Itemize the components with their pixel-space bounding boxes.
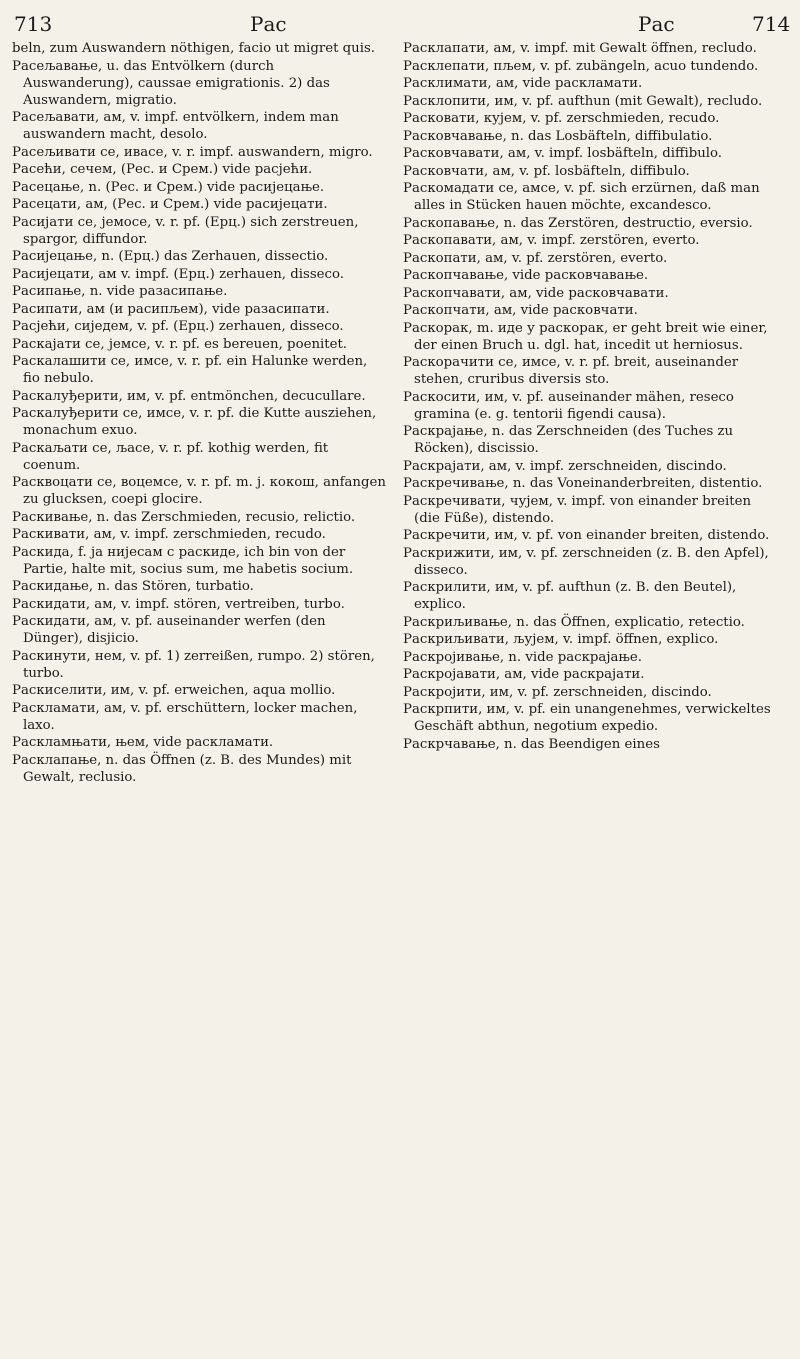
dictionary-entry: Раскорак, m. иде у раскорак, er geht breit wie einer, der einen Bruch u. dgl. hat, incedit ut herniosus.: [403, 320, 768, 353]
dictionary-entry: Расклапати, ам, v. impf. mit Gewalt öffnen, recludo.: [403, 41, 757, 56]
dictionary-entry: Расклапање, n. das Öffnen (z. B. des Mundes) mit Gewalt, reclusio.: [12, 752, 352, 785]
dictionary-entry: Раскидати, ам, v. pf. auseinander werfen (den Dünger), disjicio.: [12, 614, 326, 646]
dictionary-entry: Раскопчавање, vide расковчавање.: [403, 268, 649, 283]
dictionary-entry: Расипање, n. vide разасипање.: [12, 284, 228, 299]
dictionary-entry: Расклепати, пљем, v. pf. zubängeln, acuo tundendo.: [403, 58, 759, 74]
dictionary-entry: Раскламати, ам, v. pf. erschüttern, locker machen, laxo.: [12, 700, 358, 733]
dictionary-entry: Раскрајање, n. das Zerschneiden (des Tuches zu Röcken), discissio.: [403, 424, 734, 456]
dictionary-entry: Расипати, ам (и расипљем), vide разасипати.: [12, 301, 330, 317]
dictionary-entry: Расклопити, им, v. pf. aufthun (mit Gewalt), recludo.: [403, 93, 763, 109]
dictionary-entry: Расијецати, ам v. impf. (Ерц.) zerhauen, disseco.: [12, 266, 344, 282]
dictionary-entry: Раскорачити се, имсе, v. r. pf. breit, auseinander stehen, cruribus diversis sto.: [403, 355, 739, 387]
dictionary-entry: Раскиселити, им, v. pf. erweichen, aqua mollio.: [12, 683, 336, 698]
dictionary-entry: Раскалашити се, имсе, v. r. pf. ein Halunke werden, fio nebulo.: [12, 354, 368, 386]
dictionary-entry: Раскриљивати, љујем, v. impf. öffnen, explico.: [403, 632, 719, 647]
dictionary-entry: Раскопати, ам, v. pf. zerstören, everto.: [403, 250, 668, 266]
dictionary-entry: Расковчавање, n. das Losbäfteln, diffibulatio.: [403, 128, 713, 144]
dictionary-entry: Раскопчавати, ам, vide расковчавати.: [403, 285, 669, 301]
dictionary-entry: Расијецање, n. (Ерц.) das Zerhauen, dissectio.: [12, 249, 329, 264]
dictionary-entry: Раскида, f. ја нијесам с раскиде, ich bin von der Partie, halte mit, socius sum, me habetis socium.: [12, 544, 354, 577]
dictionary-entry: Раскројавати, ам, vide раскрајати.: [403, 667, 645, 682]
dictionary-entry: Раскајати се, јемсе, v. r. pf. es bereuen, poenitet.: [12, 336, 348, 352]
dictionary-entry: Раскосити, им, v. pf. auseinander mähen, reseco gramina (e. g. tentorii figendi causa).: [403, 389, 734, 422]
right-column: [403, 40, 778, 1355]
dictionary-entry: Раскриљивање, n. das Öffnen, explicatio, retectio.: [403, 614, 745, 630]
dictionary-entry: Расковчати, ам, v. pf. losbäfteln, diffibulo.: [403, 163, 690, 179]
dictionary-entry: Расећи, сечем, (Рес. и Срем.) vide расјећи.: [12, 162, 313, 177]
dictionary-entry: Раскрижити, им, v. pf. zerschneiden (z. B. den Apfel), disseco.: [403, 545, 769, 578]
dictionary-entry: Раскидање, n. das Stören, turbatio.: [12, 579, 254, 594]
dictionary-entry: Расковати, кујем, v. pf. zerschmieden, recudo.: [403, 111, 720, 126]
dictionary-entry: Раскречити, им, v. pf. von einander breiten, distendo.: [403, 528, 770, 543]
dictionary-entry: Расјећи, сиједем, v. pf. (Ерц.) zerhauen, disseco.: [12, 319, 344, 334]
left-column: [12, 40, 387, 1355]
dictionary-entry: Раскречивати, чујем, v. impf. von einander breiten (die Füße), distendo.: [403, 493, 752, 526]
dictionary-entry: Расељивати се, ивасе, v. r. impf. auswandern, migro.: [12, 144, 373, 160]
right-page-number: 714: [752, 12, 791, 36]
page-header: [0, 8, 800, 42]
dictionary-entry: Раскинути, нем, v. pf. 1) zerreißen, rumpo. 2) stören, turbo.: [12, 648, 375, 681]
dictionary-entry: Расијати се, јемосе, v. r. pf. (Ерц.) sich zerstreuen, spargor, diffundor.: [12, 214, 359, 247]
dictionary-entry: Раскопчати, ам, vide расковчати.: [403, 303, 638, 318]
dictionary-entry: Расклимати, ам, vide раскламати.: [403, 76, 643, 91]
dictionary-entry: Расквоцати се, воцемсе, v. r. pf. m. j. кокош, anfangen zu glucksen, coepi glocire.: [12, 475, 386, 507]
dictionary-entry: Расецати, ам, (Рес. и Срем.) vide расијецати.: [12, 197, 328, 212]
dictionary-entry: Раскалуђерити се, имсе, v. r. pf. die Kutte ausziehen, monachum exuo.: [12, 406, 377, 438]
dictionary-entry: Раскомадати се, амсе, v. pf. sich erzürnen, daß man alles in Stücken hauen möchte, excandesco.: [403, 181, 760, 213]
dictionary-entry: Раскаљати се, љасе, v. r. pf. kothig werden, fit coenum.: [12, 440, 329, 473]
dictionary-entry: Раскрилити, им, v. pf. aufthun (z. B. den Beutel), explico.: [403, 580, 737, 612]
right-guide-word: Рас: [638, 12, 675, 36]
dictionary-entry: Раскалуђерити, им, v. pf. entmönchen, decucullare.: [12, 388, 366, 404]
dictionary-entry: Раскрајати, ам, v. impf. zerschneiden, discindo.: [403, 458, 727, 474]
dictionary-entry: Раскивати, ам, v. impf. zerschmieden, recudo.: [12, 527, 326, 542]
dictionary-entry: Раскрпити, им, v. pf. ein unangenehmes, verwickeltes Geschäft abthun, negotium expedio.: [403, 702, 771, 734]
dictionary-entry: Расецање, n. (Рес. и Срем.) vide расијецање.: [12, 179, 325, 195]
dictionary-entry: Расељавање, u. das Entvölkern (durch Auswanderung), caussae emigrationis. 2) das Auswandern, migratio.: [12, 58, 330, 108]
dictionary-entry: Раскопавати, ам, v. impf. zerstören, everto.: [403, 233, 700, 248]
left-guide-word: Рас: [250, 12, 287, 36]
left-page-number: 713: [14, 12, 53, 36]
dictionary-entry: Расељавати, ам, v. impf. entvölkern, indem man auswandern macht, desolo.: [12, 110, 339, 142]
dictionary-entry: Раскрчавање, n. das Beendigen eines: [403, 736, 660, 752]
dictionary-entry: Раскламњати, њем, vide раскламати.: [12, 735, 274, 750]
dictionary-entry: Раскивање, n. das Zerschmieden, recusio, relictio.: [12, 509, 356, 525]
dictionary-entry: Раскидати, ам, v. impf. stören, vertreiben, turbo.: [12, 596, 345, 612]
dictionary-entry: beln, zum Auswandern nöthigen, facio ut migret quis.: [12, 41, 376, 56]
dictionary-entry: Раскопавање, n. das Zerstören, destructio, eversio.: [403, 215, 753, 231]
dictionary-entry: Раскројити, им, v. pf. zerschneiden, discindo.: [403, 684, 712, 700]
dictionary-entry: Раскројивање, n. vide раскрајање.: [403, 649, 642, 665]
dictionary-entry: Раскречивање, n. das Voneinanderbreiten, distentio.: [403, 476, 763, 491]
dictionary-entry: Расковчавати, ам, v. impf. losbäfteln, diffibulo.: [403, 146, 723, 161]
